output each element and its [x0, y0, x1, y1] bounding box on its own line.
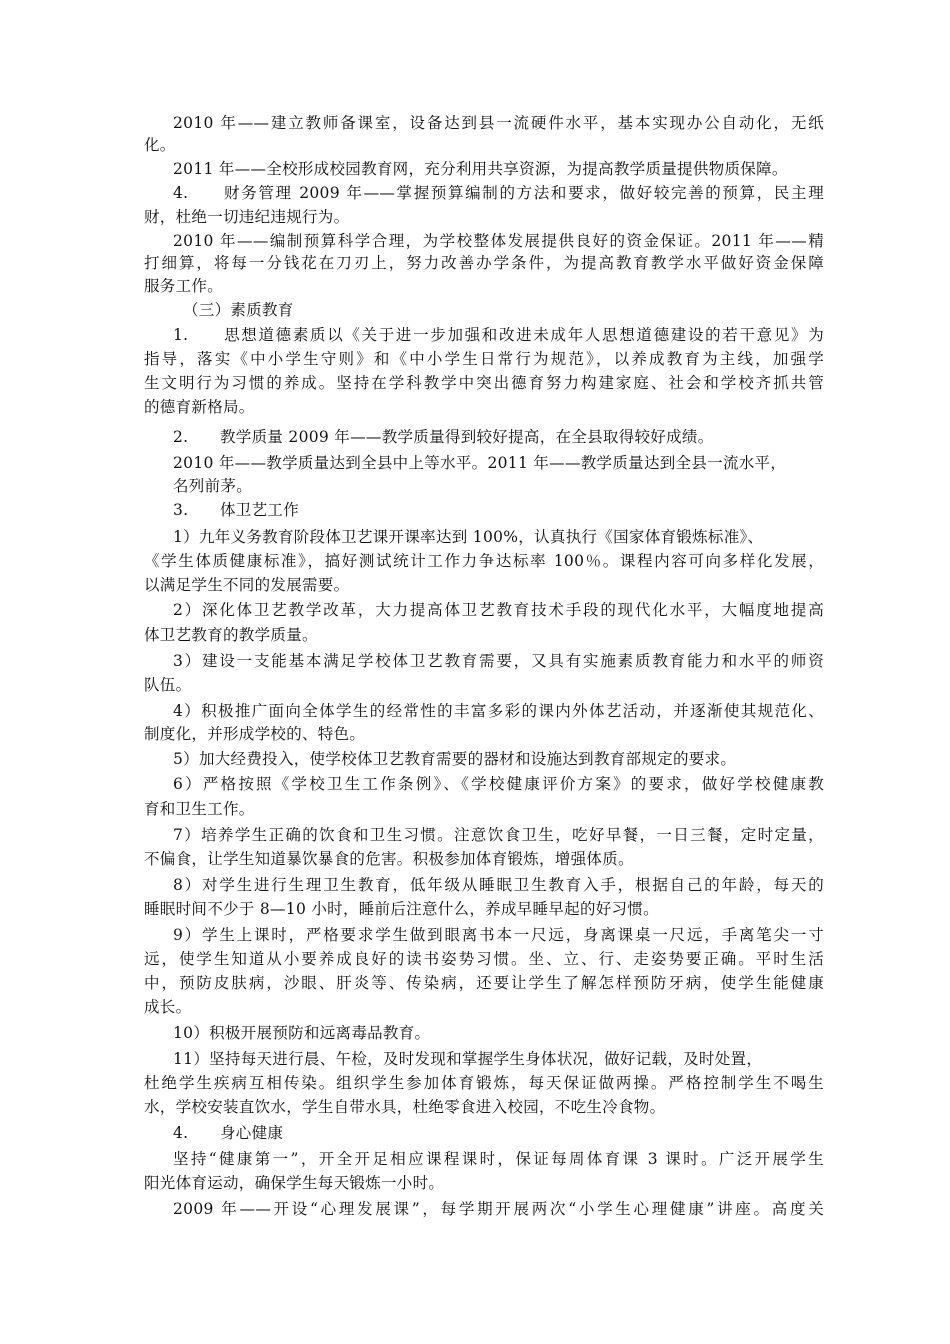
text-line: 4. 身心健康: [173, 1124, 284, 1142]
text-line: 远，使学生知道从小要养成良好的读书姿势习惯。坐、立、行、走姿势要正确。平时生活: [144, 950, 824, 968]
text-line: 11）坚持每天进行晨、午检，及时发现和掌握学生身体状况，做好记载，及时处置，: [173, 1050, 763, 1068]
text-line: 3. 体卫艺工作: [173, 501, 299, 519]
text-line: 5）加大经费投入，使学校体卫艺教育需要的器材和设施达到教育部规定的要求。: [173, 750, 737, 768]
text-line: 水，学校安装直饮水，学生自带水具，杜绝零食进入校园，不吃生冷食物。: [144, 1098, 666, 1116]
text-line: 9）学生上课时，严格要求学生做到眼离书本一尺远，身离课桌一尺远，手离笔尖一寸: [173, 926, 824, 944]
text-line: 坚持“健康第一”，开全开足相应课程课时，保证每周体育课 3 课时。广泛开展学生: [173, 1150, 824, 1168]
text-line: 2009 年——开设“心理发展课”，每学期开展两次“小学生心理健康”讲座。高度关: [173, 1200, 824, 1218]
text-line: 《学生体质健康标准》，搞好测试统计工作力争达标率 100％。课程内容可向多样化发展，: [144, 552, 824, 570]
text-line: 以满足学生不同的发展需要。: [144, 576, 350, 594]
text-line: 2. 教学质量 2009 年——教学质量得到较好提高，在全县取得较好成绩。: [173, 428, 714, 446]
text-line: 2010 年——编制预算科学合理，为学校整体发展提供良好的资金保证。2011 年——精: [173, 232, 824, 250]
text-line: 成长。: [144, 998, 192, 1016]
text-line: 指导，落实《中小学生守则》和《中小学生日常行为规范》，以养成教育为主线，加强学: [144, 350, 824, 368]
text-line: 4. 财务管理 2009 年——掌握预算编制的方法和要求，做好较完善的预算，民主理: [173, 184, 824, 202]
text-line: 队伍。: [144, 676, 192, 694]
text-line: 中，预防皮肤病，沙眼、肝炎等、传染病，还要让学生了解怎样预防牙病，使学生能健康: [144, 974, 824, 992]
section-heading: （三）素质教育: [183, 301, 294, 319]
text-line: 2011 年——全校形成校园教育网，充分利用共享资源，为提高教学质量提供物质保障。: [173, 160, 788, 178]
text-line: 6）严格按照《学校卫生工作条例》、《学校健康评价方案》的要求，做好学校健康教: [173, 775, 824, 793]
text-line: 阳光体育运动，确保学生每天锻炼一小时。: [144, 1174, 445, 1192]
text-line: 10）积极开展预防和远离毒品教育。: [173, 1024, 431, 1042]
text-line: 生文明行为习惯的养成。坚持在学科教学中突出德育努力构建家庭、社会和学校齐抓共管: [144, 374, 824, 392]
text-line: 3）建设一支能基本满足学校体卫艺教育需要，又具有实施素质教育能力和水平的师资: [173, 652, 824, 670]
text-line: 的德育新格局。: [144, 398, 255, 416]
text-line: 育和卫生工作。: [144, 800, 255, 818]
text-line: 睡眠时间不少于 8—10 小时，睡前后注意什么，养成早睡早起的好习惯。: [144, 900, 659, 918]
text-line: 体卫艺教育的教学质量。: [144, 626, 318, 644]
text-line: 杜绝学生疾病互相传染。组织学生参加体育锻炼，每天保证做两操。严格控制学生不喝生: [144, 1074, 824, 1092]
text-line: 8）对学生进行生理卫生教育，低年级从睡眠卫生教育入手，根据自己的年龄，每天的: [173, 876, 824, 894]
text-line: 4）积极推广面向全体学生的经常性的丰富多彩的课内外体艺活动，并逐渐使其规范化、: [173, 702, 824, 720]
text-line: 制度化，并形成学校的、特色。: [144, 725, 366, 743]
text-line: 2010 年——教学质量达到全县中上等水平。2011 年——教学质量达到全县一流水平，: [173, 454, 787, 472]
text-line: 2）深化体卫艺教学改革，大力提高体卫艺教育技术手段的现代化水平，大幅度地提高: [173, 601, 824, 619]
text-line: 服务工作。: [144, 277, 224, 295]
text-line: 1）九年义务教育阶段体卫艺课开课率达到 100%，认真执行《国家体育锻炼标准》、: [173, 528, 764, 546]
text-line: 7）培养学生正确的饮食和卫生习惯。注意饮食卫生，吃好早餐，一日三餐，定时定量，: [173, 826, 824, 844]
text-line: 打细算，将每一分钱花在刀刃上，努力改善办学条件，为提高教育教学水平做好资金保障: [144, 254, 824, 272]
text-line: 2010 年——建立教师备课室，设备达到县一流硬件水平，基本实现办公自动化，无纸: [173, 114, 824, 132]
text-line: 名列前茅。: [173, 477, 253, 495]
text-line: 不偏食，让学生知道暴饮暴食的危害。积极参加体育锻炼，增强体质。: [144, 850, 634, 868]
text-line: 财，杜绝一切违纪违规行为。: [144, 208, 350, 226]
text-line: 化。: [144, 136, 176, 154]
text-line: 1. 思想道德素质以《关于进一步加强和改进未成年人思想道德建设的若干意见》为: [173, 326, 824, 344]
